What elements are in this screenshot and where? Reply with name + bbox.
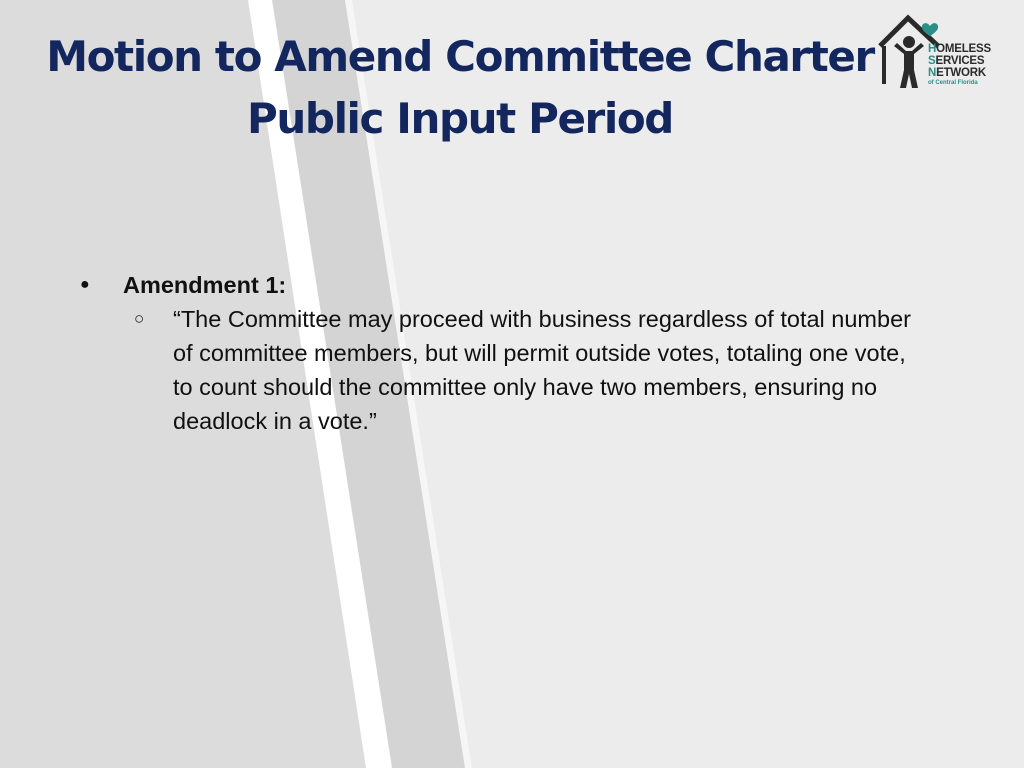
logo-cap-s: S: [928, 55, 936, 67]
bullet-dot: ●: [80, 276, 90, 293]
logo-cap-h: H: [928, 43, 937, 55]
organization-logo: [874, 12, 1008, 92]
logo-wordmark: [928, 43, 991, 87]
sub-bullet-circle: ○: [134, 309, 145, 328]
slide-body: [80, 268, 920, 438]
amendment-quote: “The Committee may proceed with business regardless of total number of committee members, but will permit outside votes, totaling one vote, to count should the committee only have two members, ensuring no deadlock in a vote.”: [173, 306, 911, 434]
logo-word-2: ERVICES: [935, 55, 985, 67]
logo-word-1: OMELESS: [936, 43, 991, 55]
bullet-item: [80, 268, 920, 302]
sub-bullet-item: [80, 302, 913, 438]
title-line-2: Public Input Period: [247, 94, 673, 143]
logo-subtitle: of Central Florida: [928, 80, 978, 86]
title-line-1: Motion to Amend Committee Charter: [46, 32, 874, 81]
logo-cap-n: N: [928, 67, 937, 79]
slide-title: [0, 26, 920, 150]
logo-word-3: ETWORK: [936, 67, 987, 79]
amendment-heading: Amendment 1:: [123, 272, 287, 298]
